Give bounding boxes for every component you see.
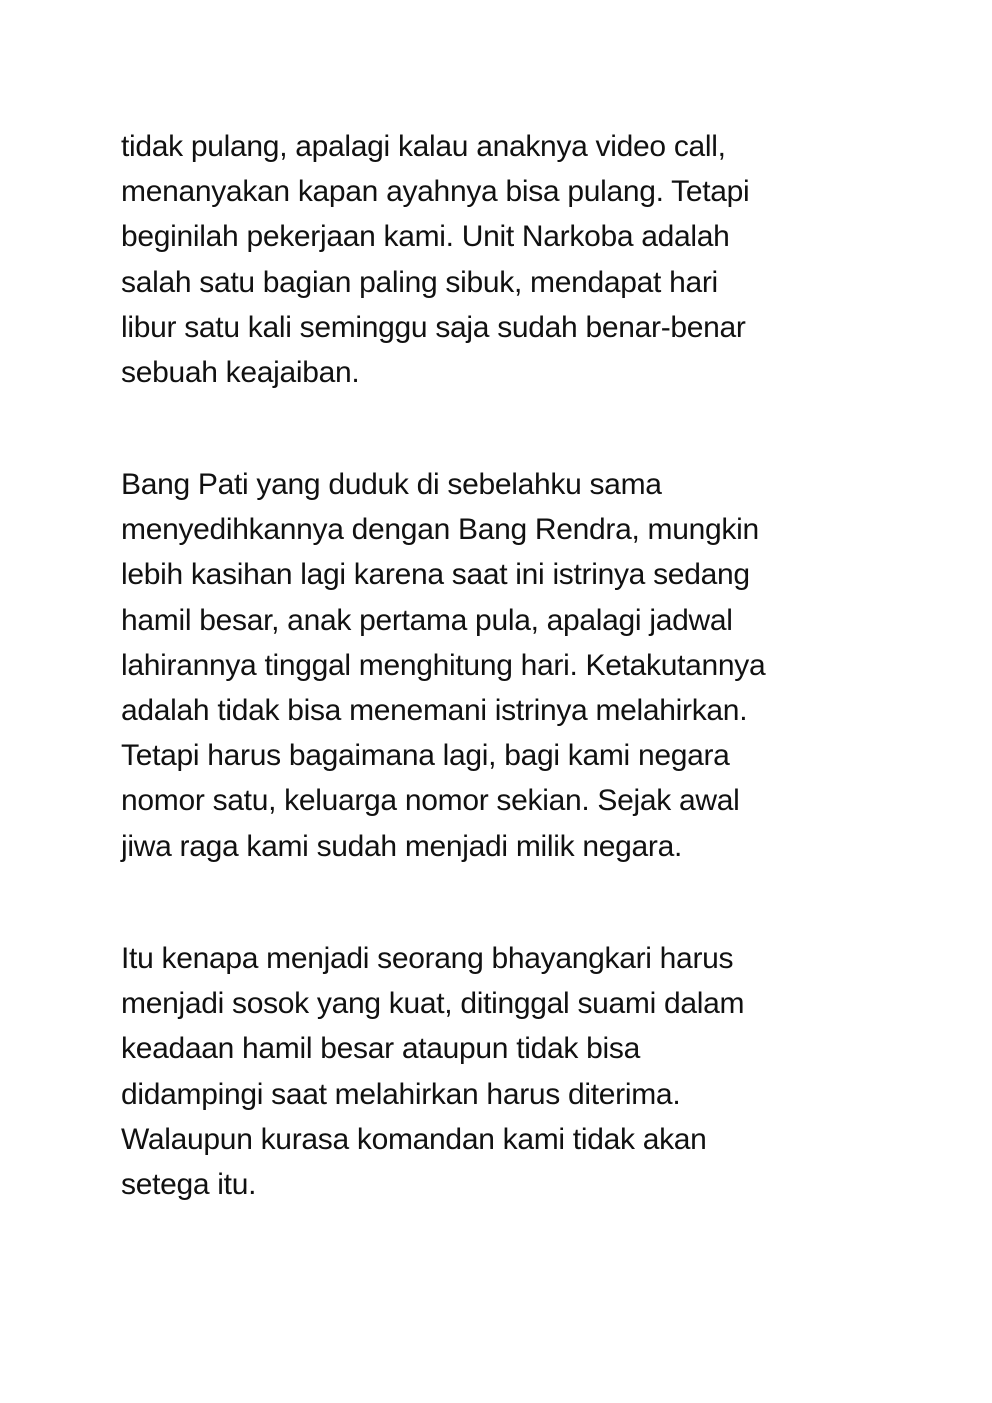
text-line: Tetapi harus bagaimana lagi, bagi kami negara [121, 739, 730, 773]
text-line: setega itu. [121, 1167, 257, 1201]
text-line: didampingi saat melahirkan harus diterima. [121, 1077, 681, 1111]
text-line: salah satu bagian paling sibuk, mendapat hari [121, 265, 718, 299]
paragraph-3 [121, 936, 921, 1207]
paragraph-2 [121, 462, 921, 869]
text-line: lebih kasihan lagi karena saat ini istrinya sedang [121, 558, 750, 592]
text-line: adalah tidak bisa menemani istrinya melahirkan. [121, 693, 748, 727]
text-line: keadaan hamil besar ataupun tidak bisa [121, 1032, 640, 1066]
text-line: menanyakan kapan ayahnya bisa pulang. Tetapi [121, 175, 750, 209]
text-line: hamil besar, anak pertama pula, apalagi jadwal [121, 603, 733, 637]
text-line: lahirannya tinggal menghitung hari. Ketakutannya [121, 648, 766, 682]
paragraph-1 [121, 124, 921, 395]
text-line: nomor satu, keluarga nomor sekian. Sejak awal [121, 784, 740, 818]
text-line: Walaupun kurasa komandan kami tidak akan [121, 1122, 707, 1156]
text-line: sebuah keajaiban. [121, 355, 360, 389]
text-line: Itu kenapa menjadi seorang bhayangkari harus [121, 942, 734, 975]
text-line: menjadi sosok yang kuat, ditinggal suami dalam [121, 987, 745, 1021]
text-line: tidak pulang, apalagi kalau anaknya video call, [121, 130, 726, 163]
text-line: beginilah pekerjaan kami. Unit Narkoba adalah [121, 220, 730, 254]
text-line: Bang Pati yang duduk di sebelahku sama [121, 468, 662, 501]
text-line: menyedihkannya dengan Bang Rendra, mungkin [121, 513, 759, 547]
text-line: libur satu kali seminggu saja sudah benar-benar [121, 310, 746, 344]
text-line: jiwa raga kami sudah menjadi milik negara. [121, 829, 683, 863]
